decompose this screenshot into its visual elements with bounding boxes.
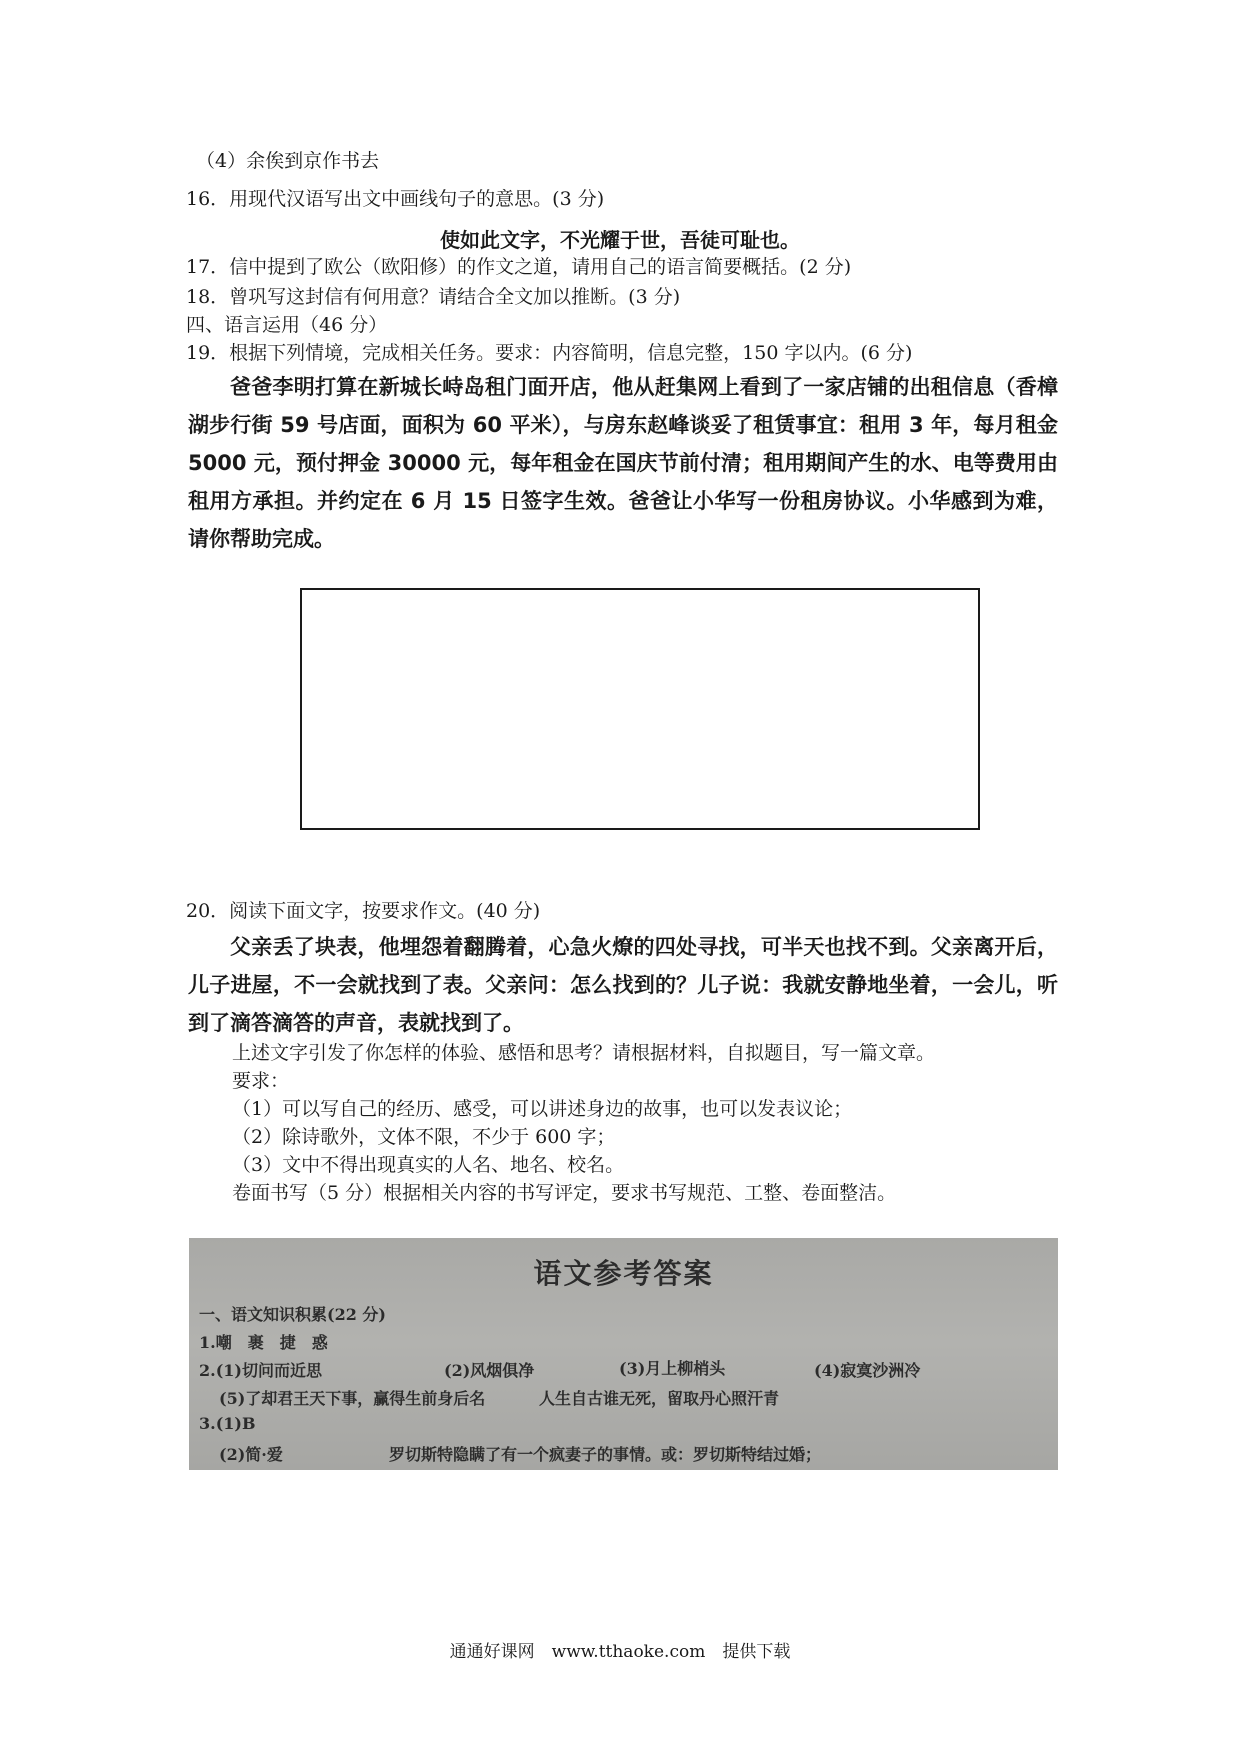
requirements-label: 要求：	[232, 1070, 290, 1092]
question-20-material: 父亲丢了块表，他埋怨着翻腾着，心急火燎的四处寻找，可半天也找不到。父亲离开后，儿子进屋，不一会就找到了表。父亲问：怎么找到的？儿子说：我就安静地坐着，一会儿，听到了滴答滴答的声音，表就找到了。	[188, 935, 1058, 1035]
answer-2-2: (2)风烟俱净	[444, 1361, 535, 1380]
question-17: 17．信中提到了欧公（欧阳修）的作文之道，请用自己的语言简要概括。(2 分)	[186, 256, 852, 278]
answer-2-4: (4)寂寞沙洲冷	[814, 1361, 921, 1380]
footer-download-note: 通通好课网 www.tthaoke.com 提供下载	[449, 1642, 791, 1662]
requirement-3: （3）文中不得出现真实的人名、地名、校名。	[232, 1154, 625, 1176]
question-18: 18．曾巩写这封信有何用意？请结合全文加以推断。(3 分)	[186, 286, 681, 308]
answer-3-1: 3.(1)B	[199, 1414, 256, 1433]
question-19-scenario: 爸爸李明打算在新城长峙岛租门面开店，他从赶集网上看到了一家店铺的出租信息（香樟湖步行街 59 号店面，面积为 60 平米），与房东赵峰谈妥了租赁事宜：租用 3 年，每月租金 5000 元，预付押金 30000 元，每年租金在国庆节前付清；租用期间产生的水、电等费用由租用方承担。并约定在 6 月 15 日签字生效。爸爸让小华写一份租房协议。小华感到为难，请你帮助完成。	[188, 375, 1058, 551]
part-4-heading: 四、语言运用（46 分）	[186, 314, 388, 336]
question-19: 19．根据下列情境，完成相关任务。要求：内容简明，信息完整，150 字以内。(6 分)	[186, 342, 913, 364]
requirement-1: （1）可以写自己的经历、感受，可以讲述身边的故事，也可以发表议论；	[232, 1098, 853, 1120]
answer-2-6: 人生自古谁无死，留取丹心照汗青	[539, 1389, 780, 1408]
answer-key-title: 语文参考答案	[533, 1257, 714, 1290]
item-4: （4）余俟到京作书去	[196, 150, 380, 172]
answer-2-3: (3)月上柳梢头	[619, 1359, 726, 1378]
answer-1: 1.嘲 裹 捷 惑	[199, 1333, 328, 1352]
requirement-2: （2）除诗歌外，文体不限，不少于 600 字；	[232, 1126, 616, 1148]
answer-3-2: (2)简·爱	[219, 1445, 283, 1464]
answer-2-1: 2.(1)切问而近思	[199, 1361, 322, 1380]
answer-3-3: 罗切斯特隐瞒了有一个疯妻子的事情。或：罗切斯特结过婚；	[389, 1445, 822, 1464]
underlined-sentence: 使如此文字，不光耀于世，吾徒可耻也。	[440, 228, 800, 252]
question-20: 20．阅读下面文字，按要求作文。(40 分)	[186, 900, 541, 922]
question-16: 16．用现代汉语写出文中画线句子的意思。(3 分)	[186, 188, 605, 210]
answer-key-photo	[189, 1238, 1058, 1470]
essay-prompt: 上述文字引发了你怎样的体验、感悟和思考？请根据材料，自拟题目，写一篇文章。	[232, 1042, 936, 1064]
answer-box[interactable]	[300, 588, 980, 830]
handwriting-score-note: 卷面书写（5 分）根据相关内容的书写评定，要求书写规范、工整、卷面整洁。	[232, 1182, 897, 1204]
answer-part-1: 一、语文知识积累(22 分)	[199, 1305, 386, 1324]
answer-2-5: (5)了却君王天下事，赢得生前身后名	[219, 1389, 486, 1408]
